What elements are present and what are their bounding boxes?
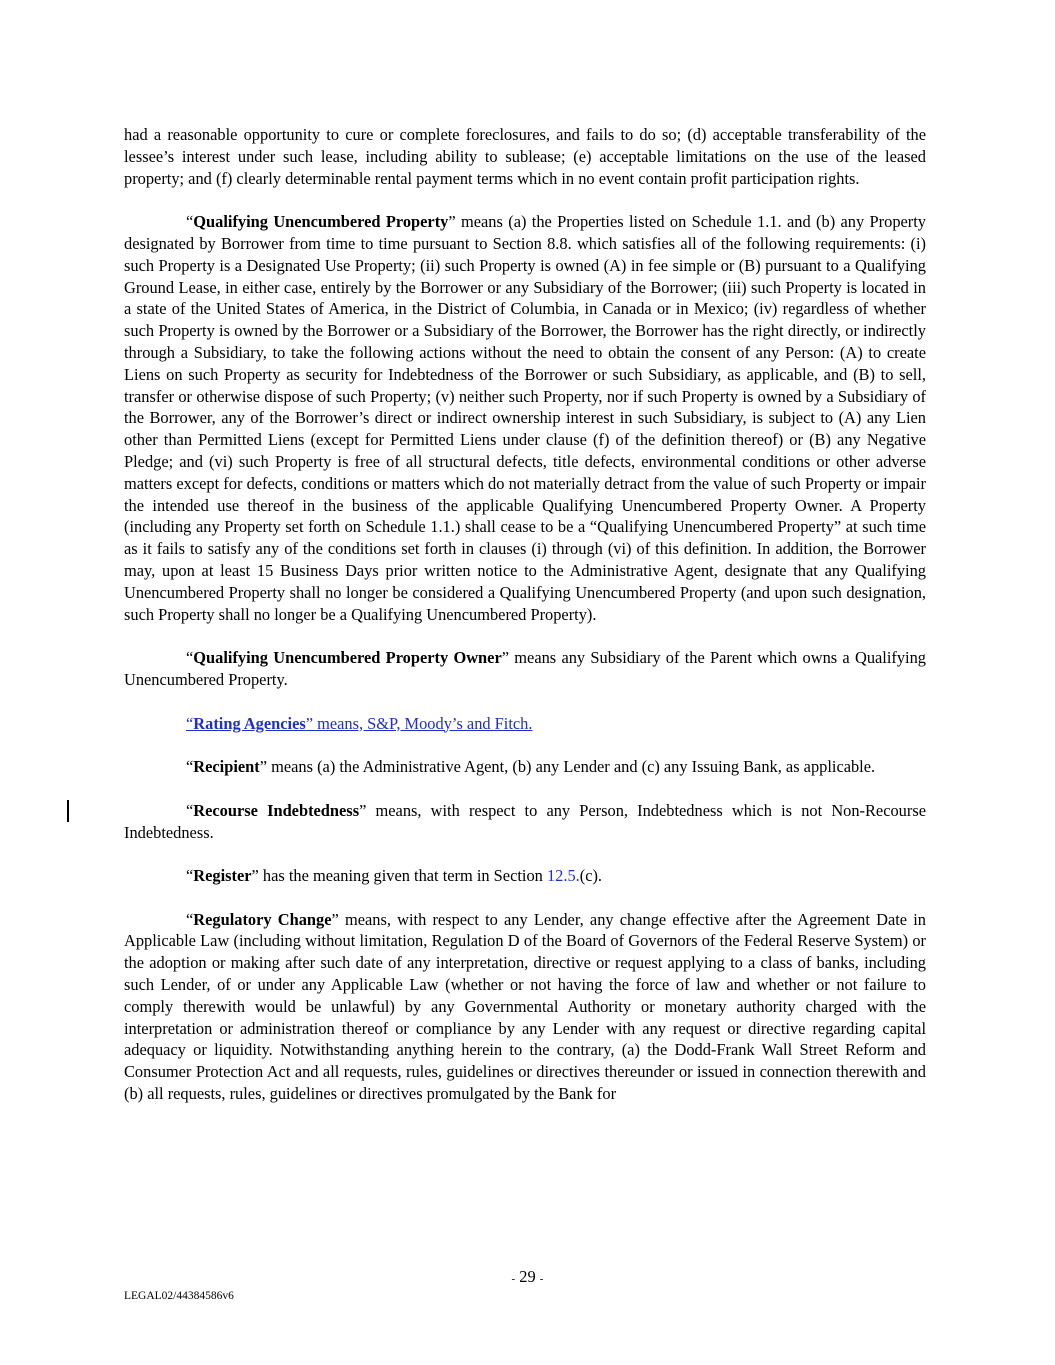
definition-text: ” means, with respect to any Lender, any change effective after the Agreement Date in Applicable Law (including without limitation, Regulation D of the Board of Governors of the Federal Reserve System) or the adoption or making after such date of any interpretation, directive or request applying to a class of banks, including such Lender, of or under any Applicable Law (whether or not having the force of law and whether or not failure to comply therewith would be unlawful) by any Governmental Authority or monetary authority charged with the interpretation or administration thereof or compliance by any Lender with any request or directive regarding capital adequacy or liquidity. Notwithstanding anything herein to the contrary, (a) the Dodd-Frank Wall Street Reform and Consumer Protection Act and all requests, rules, guidelines or directives thereunder or issued in connection therewith and (b) all requests, rules, guidelines or directives promulgated by the Bank for <box>124 909 926 1104</box>
defined-term: Register <box>193 866 252 886</box>
definition-register: “Register” has the meaning given that term in Section 12.5.(c). <box>186 866 603 886</box>
document-id: LEGAL02/44384586v6 <box>124 1290 234 1302</box>
revision-change-bar <box>67 800 69 822</box>
section-cross-reference-link[interactable]: 12.5. <box>546 866 580 886</box>
definition-qualifying-unencumbered-property: “Qualifying Unencumbered Property” means (a) the Properties listed on Schedule 1.1. and (b) any Property designated by Borrower from time to time pursuant to Section 8.8. which satisfies all of the following requirements: (i) such Property is a Designated Use Property; (ii) such Property is owned (A) in fee simple or (B) pursuant to a Qualifying Ground Lease, in either case, entirely by the Borrower or any Subsidiary of the Borrower; (iii) such Property is located in a state of the United States of America, in the District of Columbia, in Canada or in Mexico; (iv) regardless of whether such Property is owned by the Borrower or a Subsidiary of the Borrower, the Borrower has the right directly, or indirectly through a Subsidiary, to take the following actions without the need to obtain the consent of any Person: (A) to create Liens on such Property as security for Indebtedness of the Borrower or such Subsidiary, as applicable, and (B) to sell, transfer or otherwise dispose of such Property; (v) neither such Property, nor if such Property is owned by a Subsidiary of the Borrower, any of the Borrower’s direct or indirect ownership interest in such Subsidiary, is subject to (A) any Lien other than Permitted Liens (except for Permitted Liens under clause (f) of the definition thereof) or (B) any Negative Pledge; and (vi) such Property is free of all structural defects, title defects, environmental conditions or other adverse matters except for defects, conditions or matters which do not materially detract from the value of such Property or impair the intended use thereof in the business of the applicable Qualifying Unencumbered Property Owner. A Property (including any Property set forth on Schedule 1.1.) shall cease to be a “Qualifying Unencumbered Property” at such time as it fails to satisfy any of the conditions set forth in clauses (i) through (vi) of this definition. In addition, the Borrower may, upon at least 15 Business Days prior written notice to the Administrative Agent, designate that any Qualifying Unencumbered Property shall no longer be considered a Qualifying Unencumbered Property (and upon such designation, such Property shall no longer be a Qualifying Unencumbered Property). <box>124 212 926 624</box>
definition-qualifying-unencumbered-property-owner: “Qualifying Unencumbered Property Owner” means any Subsidiary of the Parent which owns a Qualifying Unencumbered Property. <box>124 648 926 689</box>
defined-term: Qualifying Unencumbered Property Owner <box>193 648 502 668</box>
document-body <box>124 124 926 1127</box>
definition-text: ” means (a) the Properties listed on Schedule 1.1. and (b) any Property designated by Borrower from time to time pursuant to Section 8.8. which satisfies all of the following requirements: (i) such Property is a Designated Use Property; (ii) such Property is owned (A) in fee simple or (B) pursuant to a Qualifying Ground Lease, in either case, entirely by the Borrower or any Subsidiary of the Borrower; (iii) such Property is located in a state of the United States of America, in the District of Columbia, in Canada or in Mexico; (iv) regardless of whether such Property is owned by the Borrower or a Subsidiary of the Borrower, the Borrower has the right directly, or indirectly through a Subsidiary, to take the following actions without the need to obtain the consent of any Person: (A) to create Liens on such Property as security for Indebtedness of the Borrower or such Subsidiary, as applicable, and (B) to sell, transfer or otherwise dispose of such Property; (v) neither such Property, nor if such Property is owned by a Subsidiary of the Borrower, any of the Borrower’s direct or indirect ownership interest in such Subsidiary, is subject to (A) any Lien other than Permitted Liens (except for Permitted Liens under clause (f) of the definition thereof) or (B) any Negative Pledge; and (vi) such Property is free of all structural defects, title defects, environmental conditions or other adverse matters except for defects, conditions or matters which do not materially detract from the value of such Property or impair the intended use thereof in the business of the applicable Qualifying Unencumbered Property Owner. A Property (including any Property set forth on Schedule 1.1.) shall cease to be a “Qualifying Unencumbered Property” at such time as it fails to satisfy any of the conditions set forth in clauses (i) through (vi) of this definition. In addition, the Borrower may, upon at least 15 Business Days prior written notice to the Administrative Agent, designate that any Qualifying Unencumbered Property shall no longer be considered a Qualifying Unencumbered Property (and upon such designation, such Property shall no longer be a Qualifying Unencumbered Property). <box>124 212 926 624</box>
page-number: - 29 - <box>511 1267 544 1286</box>
definition-recipient: “Recipient” means (a) the Administrative Agent, (b) any Lender and (c) any Issuing Bank, as applicable. <box>186 757 876 777</box>
defined-term: Qualifying Unencumbered Property <box>193 212 449 232</box>
defined-term: Rating Agencies <box>193 713 306 733</box>
definition-text: ” means (a) the Administrative Agent, (b) any Lender and (c) any Issuing Bank, as applicable. <box>259 757 876 777</box>
paragraph-continuation: had a reasonable opportunity to cure or complete foreclosures, and fails to do so; (d) acceptable transferability of the lessee’s interest under such lease, including ability to sublease; (e) acceptable limitations on the use of the leased property; and (f) clearly determinable rental payment terms which in no event contain profit participation rights. <box>124 125 926 188</box>
definition-text: ” means, with respect to any Person, Indebtedness which is not Non-Recourse Indebtedness. <box>124 800 926 842</box>
definition-text: ” means, S&P, Moody’s and Fitch. <box>305 713 533 733</box>
definition-regulatory-change: “Regulatory Change” means, with respect to any Lender, any change effective after the Agreement Date in Applicable Law (including without limitation, Regulation D of the Board of Governors of the Federal Reserve System) or the adoption or making after such date of any interpretation, directive or request applying to a class of banks, including such Lender, of or under any Applicable Law (whether or not having the force of law and whether or not failure to comply therewith would be unlawful) by any Governmental Authority or monetary authority charged with the interpretation or administration thereof or compliance by any Lender with any request or directive regarding capital adequacy or liquidity. Notwithstanding anything herein to the contrary, (a) the Dodd-Frank Wall Street Reform and Consumer Protection Act and all requests, rules, guidelines or directives thereunder or issued in connection therewith and (b) all requests, rules, guidelines or directives promulgated by the Bank for <box>124 909 926 1104</box>
definition-text: ” means any Subsidiary of the Parent which owns a Qualifying Unencumbered Property. <box>124 648 926 689</box>
definition-rating-agencies-inserted: “Rating Agencies” means, S&P, Moody’s and Fitch. <box>186 713 533 733</box>
defined-term: Regulatory Change <box>193 909 332 929</box>
defined-term: Recipient <box>193 757 260 777</box>
definition-recourse-indebtedness: “Recourse Indebtedness” means, with respect to any Person, Indebtedness which is not Non-Recourse Indebtedness. <box>124 800 926 842</box>
defined-term: Recourse Indebtedness <box>193 800 360 820</box>
